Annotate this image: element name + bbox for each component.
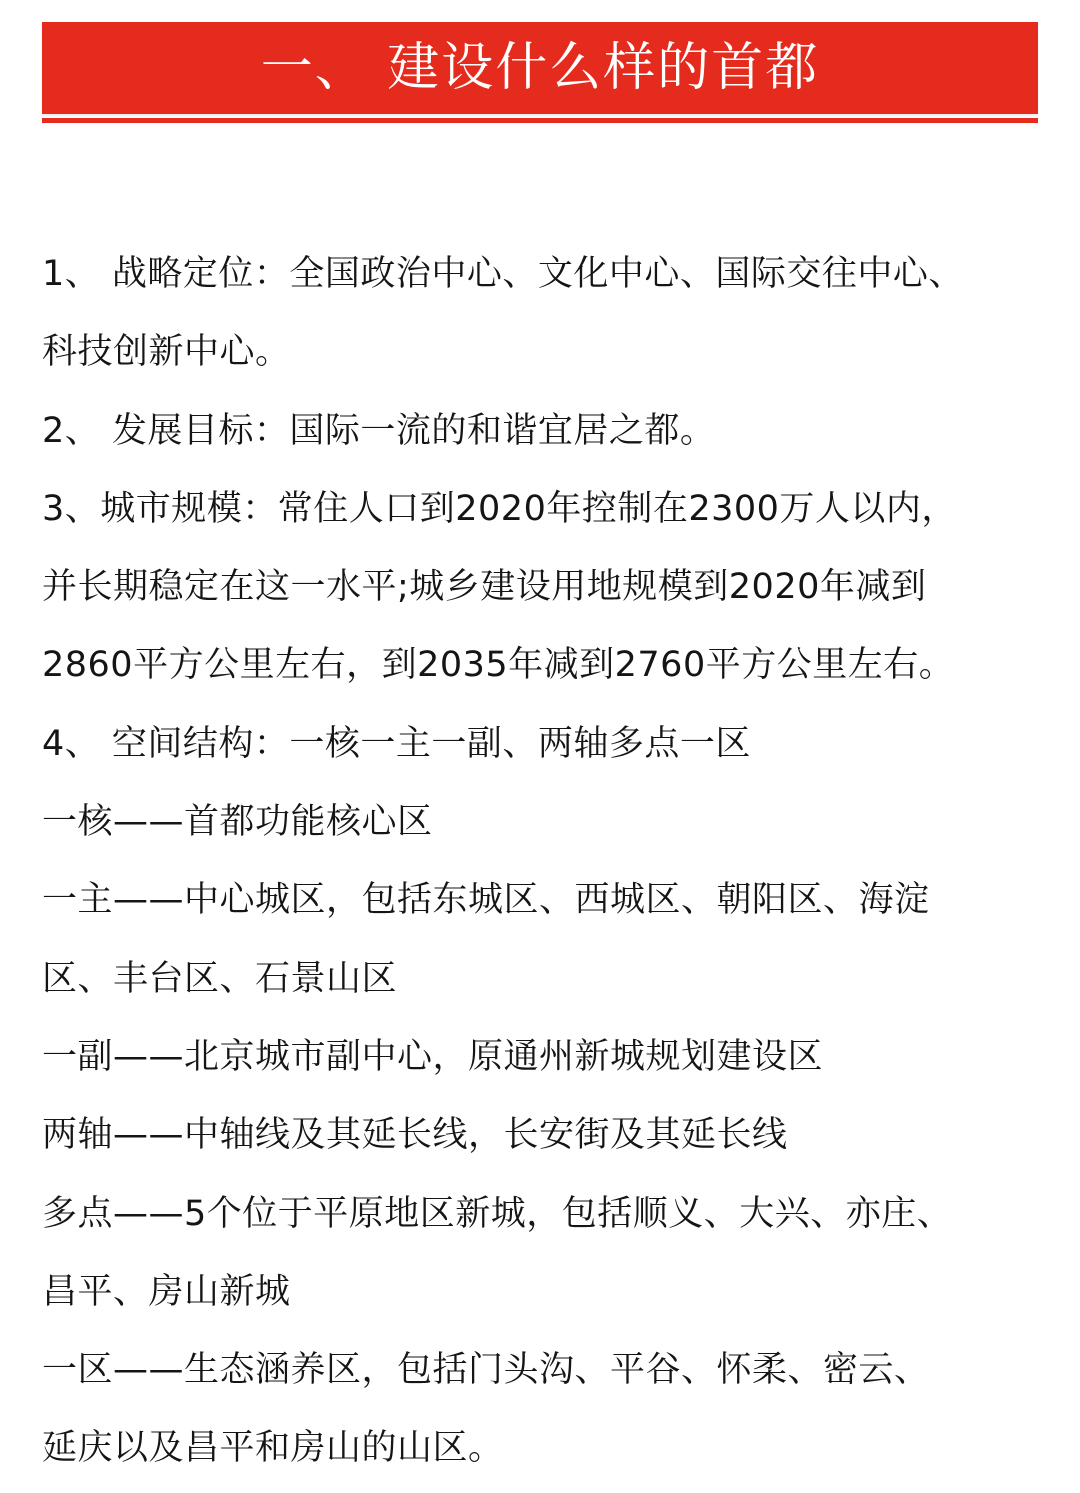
body-line-12: 两轴——中轴线及其延长线，长安街及其延长线 xyxy=(42,1115,788,1156)
body-line-14: 昌平、房山新城 xyxy=(42,1271,291,1312)
body-line-7: 4、 空间结构：一核一主一副、两轴多点一区 xyxy=(42,723,751,764)
title-banner xyxy=(42,22,1038,114)
title-underline xyxy=(42,118,1038,123)
body-line-10: 区、丰台区、石景山区 xyxy=(42,958,398,999)
body-line-6: 2860平方公里左右，到2035年减到2760平方公里左右。 xyxy=(42,645,955,686)
body-line-13: 多点——5个位于平原地区新城，包括顺义、大兴、亦庄、 xyxy=(42,1193,953,1234)
body-line-8: 一核——首都功能核心区 xyxy=(42,802,433,843)
page-title: 一、 建设什么样的首都 xyxy=(260,38,820,98)
body-line-9: 一主——中心城区，包括东城区、西城区、朝阳区、海淀 xyxy=(42,880,930,921)
body-line-15: 一区——生态涵养区，包括门头沟、平谷、怀柔、密云、 xyxy=(42,1350,930,1391)
article-body xyxy=(42,235,1042,1488)
body-line-4: 3、城市规模：常住人口到2020年控制在2300万人以内， xyxy=(42,488,957,529)
body-line-2: 科技创新中心。 xyxy=(42,332,291,373)
body-line-3: 2、 发展目标：国际一流的和谐宜居之都。 xyxy=(42,410,716,451)
body-line-1: 1、 战略定位：全国政治中心、文化中心、国际交往中心、 xyxy=(42,254,964,294)
body-line-11: 一副——北京城市副中心，原通州新城规划建设区 xyxy=(42,1036,824,1077)
body-line-5: 并长期稳定在这一水平;城乡建设用地规模到2020年减到 xyxy=(42,567,927,608)
body-line-16: 延庆以及昌平和房山的山区。 xyxy=(42,1428,504,1469)
